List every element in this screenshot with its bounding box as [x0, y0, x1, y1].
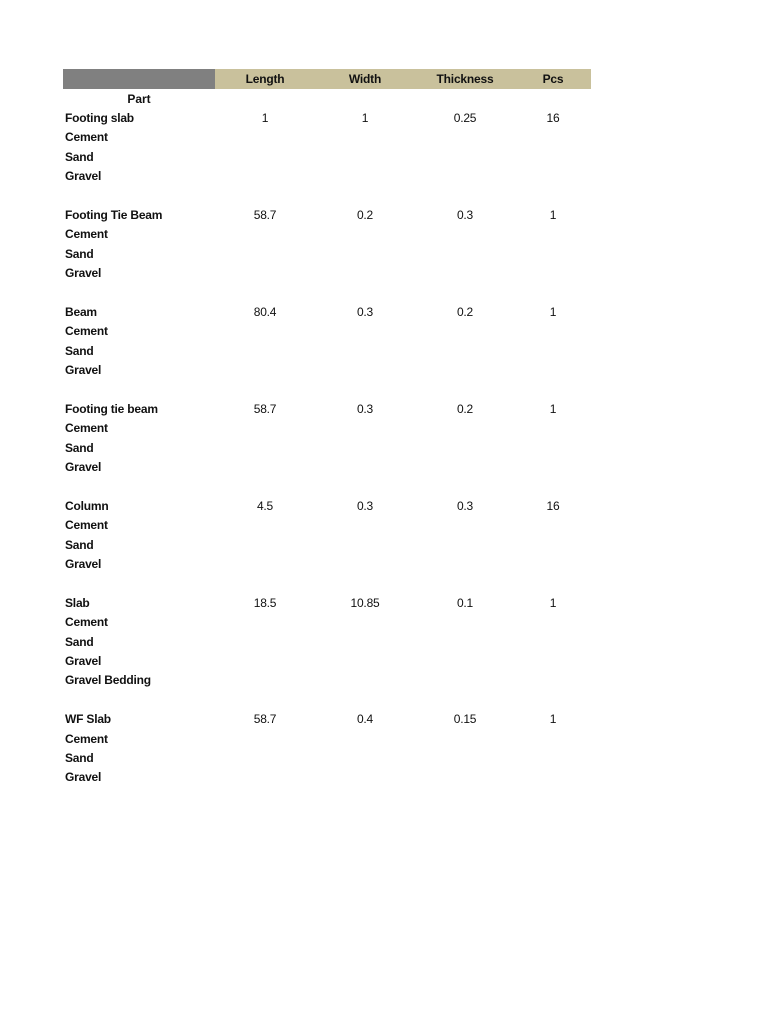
- part-length: 18.5: [253, 595, 277, 610]
- part-header-row: [63, 89, 591, 109]
- material-name: Gravel: [65, 653, 102, 668]
- material-row: [63, 458, 591, 477]
- material-name: Sand: [65, 634, 94, 649]
- material-name: Gravel: [65, 363, 102, 378]
- material-name: Cement: [65, 324, 108, 339]
- material-row: [63, 613, 591, 632]
- material-name: Gravel: [65, 169, 102, 184]
- material-name: Sand: [65, 149, 94, 164]
- material-row: [63, 439, 591, 458]
- material-row: [63, 225, 591, 244]
- part-pcs: 1: [549, 401, 557, 416]
- part-pcs: 1: [549, 207, 557, 222]
- part-thickness: 0.2: [456, 304, 474, 319]
- part-width: 1: [361, 111, 369, 125]
- blank-row: [63, 477, 591, 496]
- header-pcs: Pcs: [542, 72, 564, 86]
- part-length: 58.7: [253, 712, 277, 727]
- material-name: Cement: [65, 130, 108, 145]
- part-group: [63, 594, 591, 710]
- material-row: [63, 730, 591, 749]
- material-row: [63, 245, 591, 264]
- header-length: Length: [245, 72, 285, 86]
- part-width: 0.4: [356, 712, 374, 727]
- part-length: 1: [261, 111, 269, 125]
- material-name: Cement: [65, 731, 108, 746]
- blank-row: [63, 380, 591, 399]
- part-row: [63, 400, 591, 419]
- header-thickness: Thickness: [436, 72, 494, 86]
- material-row: [63, 555, 591, 574]
- part-name: Footing slab: [65, 111, 134, 125]
- material-row: [63, 536, 591, 555]
- material-row: [63, 749, 591, 768]
- material-name: Sand: [65, 440, 94, 455]
- part-row: [63, 497, 591, 516]
- material-row: [63, 264, 591, 283]
- part-group: [63, 497, 591, 594]
- part-thickness: 0.25: [453, 111, 477, 125]
- part-width: 0.3: [356, 401, 374, 416]
- material-row: [63, 419, 591, 438]
- header-width: Width: [348, 72, 382, 86]
- blank-row: [63, 284, 591, 303]
- material-row: [63, 167, 591, 186]
- part-thickness: 0.15: [453, 712, 477, 727]
- material-name: Sand: [65, 537, 94, 552]
- part-group: [63, 303, 591, 400]
- material-row: [63, 768, 591, 787]
- material-row: [63, 322, 591, 341]
- part-name: Footing Tie Beam: [65, 207, 163, 222]
- part-name: Beam: [65, 304, 97, 319]
- part-length: 58.7: [253, 207, 277, 222]
- part-group: [63, 109, 591, 206]
- header-blank-cell: [63, 69, 215, 89]
- part-name: WF Slab: [65, 712, 111, 727]
- groups-container: [63, 109, 591, 807]
- part-pcs: 16: [546, 498, 560, 513]
- blank-row: [63, 574, 591, 593]
- part-width: 0.2: [356, 207, 374, 222]
- part-thickness: 0.2: [456, 401, 474, 416]
- blank-row: [63, 691, 591, 710]
- material-name: Cement: [65, 227, 108, 242]
- part-group: [63, 710, 591, 807]
- material-name: Cement: [65, 518, 108, 533]
- material-name: Gravel: [65, 556, 102, 571]
- material-name: Sand: [65, 343, 94, 358]
- material-row: [63, 652, 591, 671]
- part-thickness: 0.3: [456, 207, 474, 222]
- part-pcs: 1: [549, 304, 557, 319]
- material-name: Gravel Bedding: [65, 673, 151, 688]
- material-row: [63, 671, 591, 690]
- materials-sheet: [63, 69, 591, 807]
- part-name: Footing tie beam: [65, 401, 158, 416]
- material-row: [63, 128, 591, 147]
- header-part: Part: [127, 92, 151, 106]
- part-length: 58.7: [253, 401, 277, 416]
- part-row: [63, 303, 591, 322]
- part-length: 80.4: [253, 304, 277, 319]
- part-row: [63, 109, 591, 128]
- part-width: 10.85: [350, 595, 380, 610]
- material-name: Cement: [65, 421, 108, 436]
- material-name: Cement: [65, 615, 108, 630]
- material-row: [63, 516, 591, 535]
- blank-row: [63, 187, 591, 206]
- material-row: [63, 148, 591, 167]
- material-name: Gravel: [65, 266, 102, 281]
- part-thickness: 0.3: [456, 498, 474, 513]
- part-row: [63, 206, 591, 225]
- part-pcs: 1: [549, 712, 557, 727]
- part-width: 0.3: [356, 304, 374, 319]
- header-row: [63, 69, 591, 89]
- material-name: Sand: [65, 246, 94, 261]
- material-row: [63, 633, 591, 652]
- material-name: Gravel: [65, 770, 102, 785]
- part-name: Slab: [65, 595, 90, 610]
- part-row: [63, 710, 591, 729]
- material-name: Sand: [65, 750, 94, 765]
- material-name: Gravel: [65, 460, 102, 475]
- material-row: [63, 342, 591, 361]
- part-thickness: 0.1: [456, 595, 474, 610]
- part-group: [63, 206, 591, 303]
- blank-row: [63, 788, 591, 807]
- part-row: [63, 594, 591, 613]
- material-row: [63, 361, 591, 380]
- part-pcs: 1: [549, 595, 557, 610]
- part-name: Column: [65, 498, 109, 513]
- part-group: [63, 400, 591, 497]
- part-width: 0.3: [356, 498, 374, 513]
- part-pcs: 16: [546, 111, 560, 125]
- part-length: 4.5: [256, 498, 274, 513]
